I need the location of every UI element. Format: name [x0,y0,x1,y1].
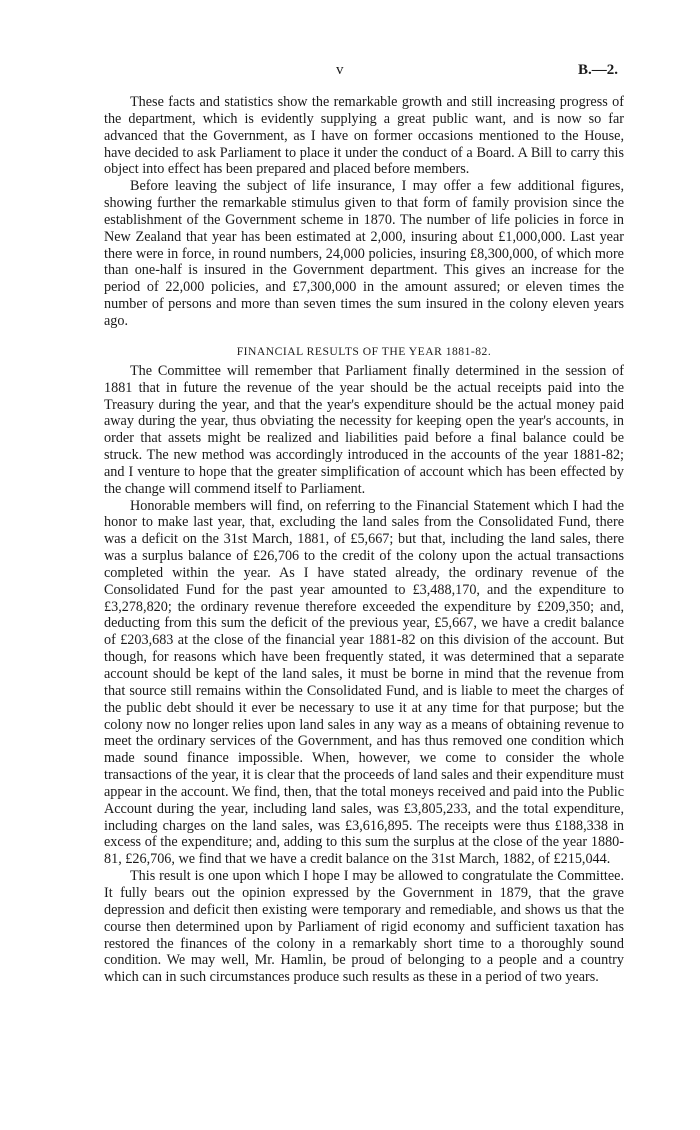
document-body [104,94,624,986]
paragraph-result: This result is one upon which I hope I may be allowed to congratulate the Committee. It fully bears out the opinion expressed by the Government in 1879, that the grave depression and deficit then existing were temporary and remediable, and shows us that the course then determined upon by Parliament of rigid economy and sufficient taxation has restored the finances of the colony in a remarkably short time to a thoroughly sound condition. We may well, Mr. Hamlin, be proud of belonging to a people and a country which can in such circumstances produce such results as these in a period of two years. [104,868,624,986]
paragraph-life-insurance: Before leaving the subject of life insurance, I may offer a few additional figures, showing further the remarkable stimulus given to that form of family provision since the establishment of the Government scheme in 1870. The number of life policies in force in New Zealand that year has been estimated at 2,000, insuring about £1,000,000. Last year there were in force, in round numbers, 24,000 policies, insuring £8,300,000, of which more than one-half is insured in the Government department. This gives an increase for the period of 22,000 policies, and £7,300,000 in the amount assured; or eleven times the number of persons and more than seven times the sum insured in the colony eleven years ago. [104,178,624,329]
paragraph-committee: The Committee will remember that Parliament finally determined in the session of 1881 that in future the revenue of the year should be the actual receipts paid into the Treasury during the year, and that the year's expenditure should be the actual money paid away during the year, thus obviating the necessity for keeping open the year's accounts, in order that assets might be realized and liabilities paid before a final balance could be struck. The new method was accordingly introduced in the accounts of the year 1881-82; and I venture to hope that the greater simplification of account which has been effected by the change will commend itself to Parliament. [104,362,624,497]
page-number: v [336,62,344,78]
paragraph-financial-statement: Honorable members will find, on referring to the Financial Statement which I had the honor to make last year, that, excluding the land sales from the Consolidated Fund, there was a deficit on the 31st March, 1881, of £5,667; but that, including the land sales, there was a surplus balance of £26,706 to the credit of the colony upon the actual transactions completed within the year. As I have stated already, the ordinary revenue of the Consolidated Fund for the past year amounted to £3,488,170, and the expenditure to £3,278,820; the ordinary revenue therefore exceeded the expenditure by £209,350; and, deducting from this sum the deficit of the previous year, £5,667, we have a credit balance of £203,683 at the close of the financial year 1881-82 on this division of the account. But though, for reasons which have been frequently stated, it was determined that a separate account should be kept of the land sales, it must be borne in mind that the revenue from that source still remains within the Consolidated Fund, and is liable to meet the charges of the public debt should it ever be necessary to use it at any time for that purpose; but the colony now no longer relies upon land sales in any way as a means of obtaining revenue to meet the ordinary services of the Government, and has thus removed one condition which made sound finance impossible. When, however, we come to consider the whole transactions of the year, it is clear that the proceeds of land sales and their expenditure must appear in the account. We find, then, that the total moneys received and paid into the Public Account during the year, including land sales, was £3,805,233, and the total expenditure, including charges on the land sales, was £3,616,895. The receipts were thus £188,338 in excess of the expenditure; and, adding to this sum the surplus at the close of the year 1880-81, £26,706, we find that we have a credit balance on the 31st March, 1882, of £215,044. [104,497,624,868]
series-reference: B.—2. [578,62,619,78]
paragraph-department-growth: These facts and statistics show the remarkable growth and still increasing progress of the department, which is evidently supplying a great public want, and is now so far advanced that the Government, as I have on former occasions mentioned to the House, have decided to ask Parliament to place it under the conduct of a Board. A Bill to carry this object into effect has been prepared and placed before members. [104,94,624,178]
section-heading: FINANCIAL RESULTS OF THE YEAR 1881-82. [236,344,492,358]
